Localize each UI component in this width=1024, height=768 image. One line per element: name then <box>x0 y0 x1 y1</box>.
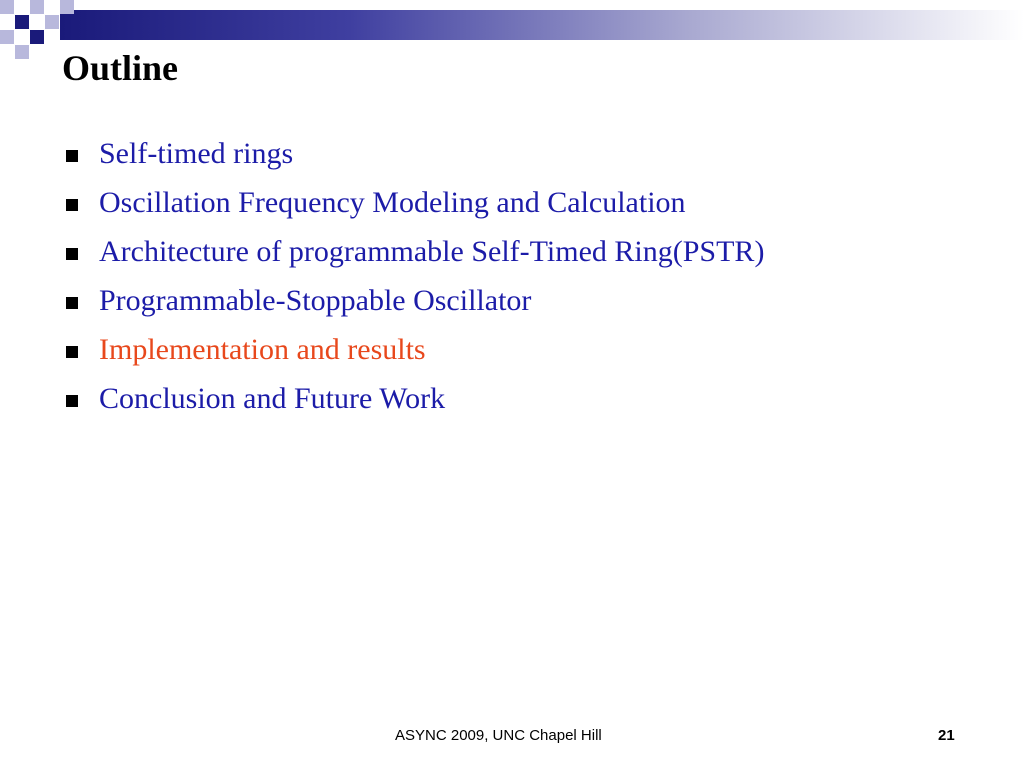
outline-item-label: Oscillation Frequency Modeling and Calculation <box>99 186 686 219</box>
outline-item <box>62 228 982 277</box>
decor-square <box>60 0 74 14</box>
slide-title: Outline <box>62 48 179 88</box>
square-bullet-icon <box>66 395 78 407</box>
square-bullet-icon <box>66 346 78 358</box>
decor-square <box>30 0 44 14</box>
outline-item <box>62 179 982 228</box>
decor-square <box>0 30 14 44</box>
decor-square <box>15 15 29 29</box>
square-bullet-icon <box>66 199 78 211</box>
square-bullet-icon <box>66 297 78 309</box>
outline-item-current <box>62 326 982 375</box>
outline-item-label: Implementation and results <box>99 333 426 366</box>
decor-square <box>15 45 29 59</box>
page-number: 21 <box>938 727 955 744</box>
outline-item-label: Architecture of programmable Self-Timed Ring(PSTR) <box>99 235 765 268</box>
decor-square <box>30 30 44 44</box>
outline-list <box>62 130 982 424</box>
outline-item-label: Programmable-Stoppable Oscillator <box>99 284 532 317</box>
slide-footer: ASYNC 2009, UNC Chapel Hill <box>395 727 602 744</box>
outline-item-label: Self-timed rings <box>99 137 294 170</box>
outline-item-label: Conclusion and Future Work <box>99 382 446 415</box>
header-gradient-bar <box>60 10 1024 40</box>
square-bullet-icon <box>66 150 78 162</box>
outline-item <box>62 130 982 179</box>
square-bullet-icon <box>66 248 78 260</box>
decor-square <box>0 0 14 14</box>
outline-item <box>62 375 982 424</box>
outline-item <box>62 277 982 326</box>
decor-square <box>45 15 59 29</box>
